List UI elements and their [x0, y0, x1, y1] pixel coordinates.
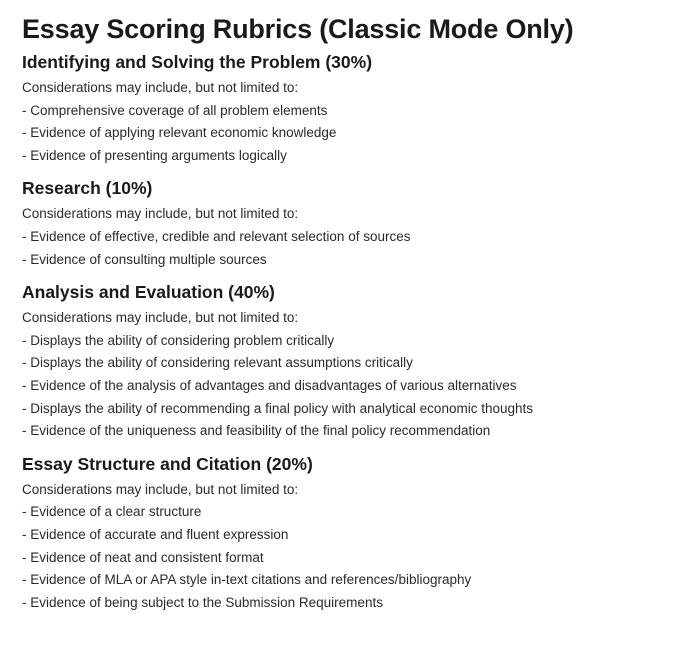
rubric-section-problem-solving — [22, 50, 684, 167]
section-intro: Considerations may include, but not limited to: — [22, 206, 299, 222]
rubric-document — [22, 12, 684, 614]
section-intro: Considerations may include, but not limited to: — [22, 481, 299, 497]
section-heading: Essay Structure and Citation (20%) — [22, 453, 313, 474]
rubric-section-research — [22, 176, 684, 271]
section-intro: Considerations may include, but not limited to: — [22, 80, 299, 95]
page-title: Essay Scoring Rubrics (Classic Mode Only) — [22, 14, 574, 44]
section-intro: Considerations may include, but not limited to: — [22, 310, 299, 326]
criterion-item: - Evidence of the analysis of advantages and disadvantages of various alternatives — [22, 377, 517, 393]
criterion-item: - Evidence of accurate and fluent expression — [22, 526, 289, 542]
criterion-item: - Evidence of consulting multiple sources — [22, 251, 267, 267]
criterion-item: - Comprehensive coverage of all problem elements — [22, 102, 328, 118]
criterion-item: - Evidence of presenting arguments logically — [22, 147, 287, 163]
criteria-list — [22, 501, 684, 614]
criterion-item: - Evidence of being subject to the Submission Requirements — [22, 594, 383, 610]
criterion-item: - Displays the ability of considering problem critically — [22, 332, 335, 348]
criteria-list — [22, 330, 684, 443]
section-heading: Identifying and Solving the Problem (30%) — [22, 52, 373, 72]
criterion-item: - Displays the ability of recommending a final policy with analytical economic thoughts — [22, 400, 533, 416]
criterion-item: - Evidence of effective, credible and relevant selection of sources — [22, 228, 411, 244]
criteria-list — [22, 226, 684, 271]
criteria-list — [22, 100, 684, 168]
section-heading: Analysis and Evaluation (40%) — [22, 282, 275, 303]
rubric-section-analysis — [22, 280, 684, 443]
criterion-item: - Evidence of MLA or APA style in-text citations and references/bibliography — [22, 572, 472, 588]
criterion-item: - Evidence of a clear structure — [22, 504, 202, 520]
rubric-section-structure-citation — [22, 452, 684, 615]
criterion-item: - Evidence of applying relevant economic knowledge — [22, 125, 337, 141]
criterion-item: - Displays the ability of considering relevant assumptions critically — [22, 355, 413, 371]
section-heading: Research (10%) — [22, 178, 153, 199]
criterion-item: - Evidence of the uniqueness and feasibility of the final policy recommendation — [22, 423, 491, 439]
criterion-item: - Evidence of neat and consistent format — [22, 549, 264, 565]
